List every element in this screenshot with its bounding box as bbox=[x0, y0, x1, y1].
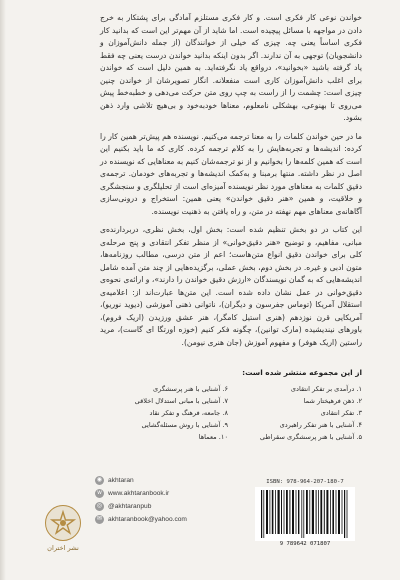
series-item: ۲. ذهن فرهیختار شما bbox=[303, 397, 362, 405]
star-logo-icon bbox=[45, 505, 81, 541]
contact-list bbox=[95, 474, 235, 526]
contact-text: akhtaranbook@yahoo.com bbox=[108, 516, 187, 523]
blurb-paragraph-1: خواندن نوعی کار فکری است. و کار فکری مستلزم آمادگی برای پشتکار به خرج دادن در مواجهه با مسائل پیچیده است. اما شاید از آن مهم‌تر این است که بدانید کار فکری اساساً یعنی چه. چیزی که خیلی از خوانندگان (از جمله دانش‌آموزان و دانشجویان) توجهی به آن ندارند. اگر بدون اینکه بدانید خواندن درست یعنی چه فقط یاد گرفته باشید «بخوانید»، درواقع یاد نگرفته‌اید. به همین دلیل است که خواندن برای اغلب دانش‌آموزان کاری است منفعلانه. انگار تصویرشان از خواندن چنین چیزی است: چشمت را از راست به چپ روی متن حرکت می‌دهی و خطبه‌خط پیش می‌روی تا بهنوعی، بهشکلی نامعلوم، معناها خودبه‌خود و بی‌هیچ تلاشی وارد ذهن بشود. bbox=[100, 13, 362, 122]
instagram-icon: ◎ bbox=[96, 503, 103, 509]
barcode-number: 9 789642 071807 bbox=[279, 541, 331, 547]
email-icon: ✉ bbox=[96, 516, 103, 522]
isbn-label: ISBN: 978-964-207-180-7 bbox=[266, 479, 344, 485]
contact-row[interactable] bbox=[95, 474, 235, 487]
contact-text: @akhtaranpub bbox=[108, 503, 152, 510]
series-column-right bbox=[234, 383, 362, 443]
publisher-logo bbox=[44, 505, 82, 552]
series-item: ۹. آشنایی با روش مسئله‌گشایی bbox=[141, 421, 228, 429]
contact-row[interactable] bbox=[95, 487, 235, 500]
contact-text: akhtaran bbox=[108, 477, 134, 484]
barcode-icon bbox=[255, 487, 355, 541]
series-item: ۸. جامعه، فرهنگ و تفکر نقاد bbox=[149, 409, 228, 417]
blurb-text bbox=[100, 12, 362, 349]
series-item: ۴. آشنایی با هنر تفکر راهبردی bbox=[279, 421, 362, 429]
series-list bbox=[100, 383, 362, 443]
isbn-block bbox=[255, 479, 355, 547]
barcode bbox=[255, 487, 355, 541]
series-item: ۱۰. معماها bbox=[198, 433, 228, 441]
blurb-paragraph-2: ما در حین خواندن کلمات را به معنا ترجمه می‌کنیم. نویسنده هم پیش‌تر همین کار را کرده: اندیشه‌ها و تجربه‌هایش را به کلام ترجمه کرده. کاری که ما باید بکنیم این است که همین کلمه‌ها را بخوانیم و از نو ترجمه‌شان کنیم به معناهایی که نویسنده در اصل در نظر داشته. منتها برمبنا و به‌کمک اندیشه‌ها و تجربه‌های خودمان. ترجمه‌ی دقیق کلمات به معناهای مورد نظر نویسنده آمیزه‌ای است از تحلیلگری و سنجشگری و خلاقیت، و همین «هنر دقیق خواندن» یعنی همین: استخراج و درونی‌سازی آگاهانه‌ی معناهای مهم نهفته در متن، و راه یافتن به ذهنیت نویسنده. bbox=[100, 131, 362, 216]
blurb-paragraph-3: این کتاب در دو بخش تنظیم شده است: بخش اول، بخش نظری، دربردارنده‌ی مبانی، مفاهیم، و توضیح «هنر دقیق‌خوانی» از منظر تفکر انتقادی و پنج مرحله‌ی کلی برای خواندن دقیق انواع متن‌هاست؛ اعم از متن درسی، مطالب روزنامه‌ها، متون ادبی و غیره. در بخش دوم، بخش عملی، برگزیده‌هایی از چند متن آمده شامل اندیشه‌هایی که به گمان نویسندگان «ارزش دقیق خواندن را دارند»، و ارائه‌ی نحوه‌ی دقیق‌خوانی در عمل نشان داده شده است. این متن‌ها عبارت‌اند از: اعلامیه‌ی استقلال آمریکا (توماس جفرسون و دیگران)، ناتوانی ذهنی آموزشی (دیوید نوریو)، آمریکایی قرن نوزدهم (هنری استیل کامگر)، هنر عشق ورزیدن (اریک فروم)، باورهای نیندیشیده (مارک توانین)، چگونه فکر کنیم (خوزه اورتگا ای گاست)، مرید راستین (اریک هوفر) و مفهوم آموزش (جان هنری نیومن). bbox=[100, 225, 362, 347]
series-item: ۷. آشنایی با مبانی استدلال اخلاقی bbox=[134, 397, 228, 405]
series-column-left bbox=[100, 383, 228, 443]
series-item: ۶. آشنایی با هنر پرسشگری bbox=[153, 385, 228, 393]
spine-shadow bbox=[0, 0, 6, 580]
series-intro: از این مجموعه منتشر شده است: bbox=[242, 368, 362, 377]
series-item: ۳. تفکر انتقادی bbox=[320, 409, 362, 417]
contact-text: www.akhtaranbook.ir bbox=[108, 490, 170, 497]
contact-row[interactable] bbox=[95, 513, 235, 526]
series-item: ۵. آشنایی با هنر پرسشگری سقراطی bbox=[259, 433, 362, 441]
contact-row[interactable] bbox=[95, 500, 235, 513]
publisher-name: نشر اختران bbox=[47, 544, 79, 552]
globe-icon: ◉ bbox=[96, 477, 103, 483]
series-item: ۱. درآمدی بر تفکر انتقادی bbox=[290, 385, 362, 393]
web-icon: w bbox=[95, 489, 104, 498]
